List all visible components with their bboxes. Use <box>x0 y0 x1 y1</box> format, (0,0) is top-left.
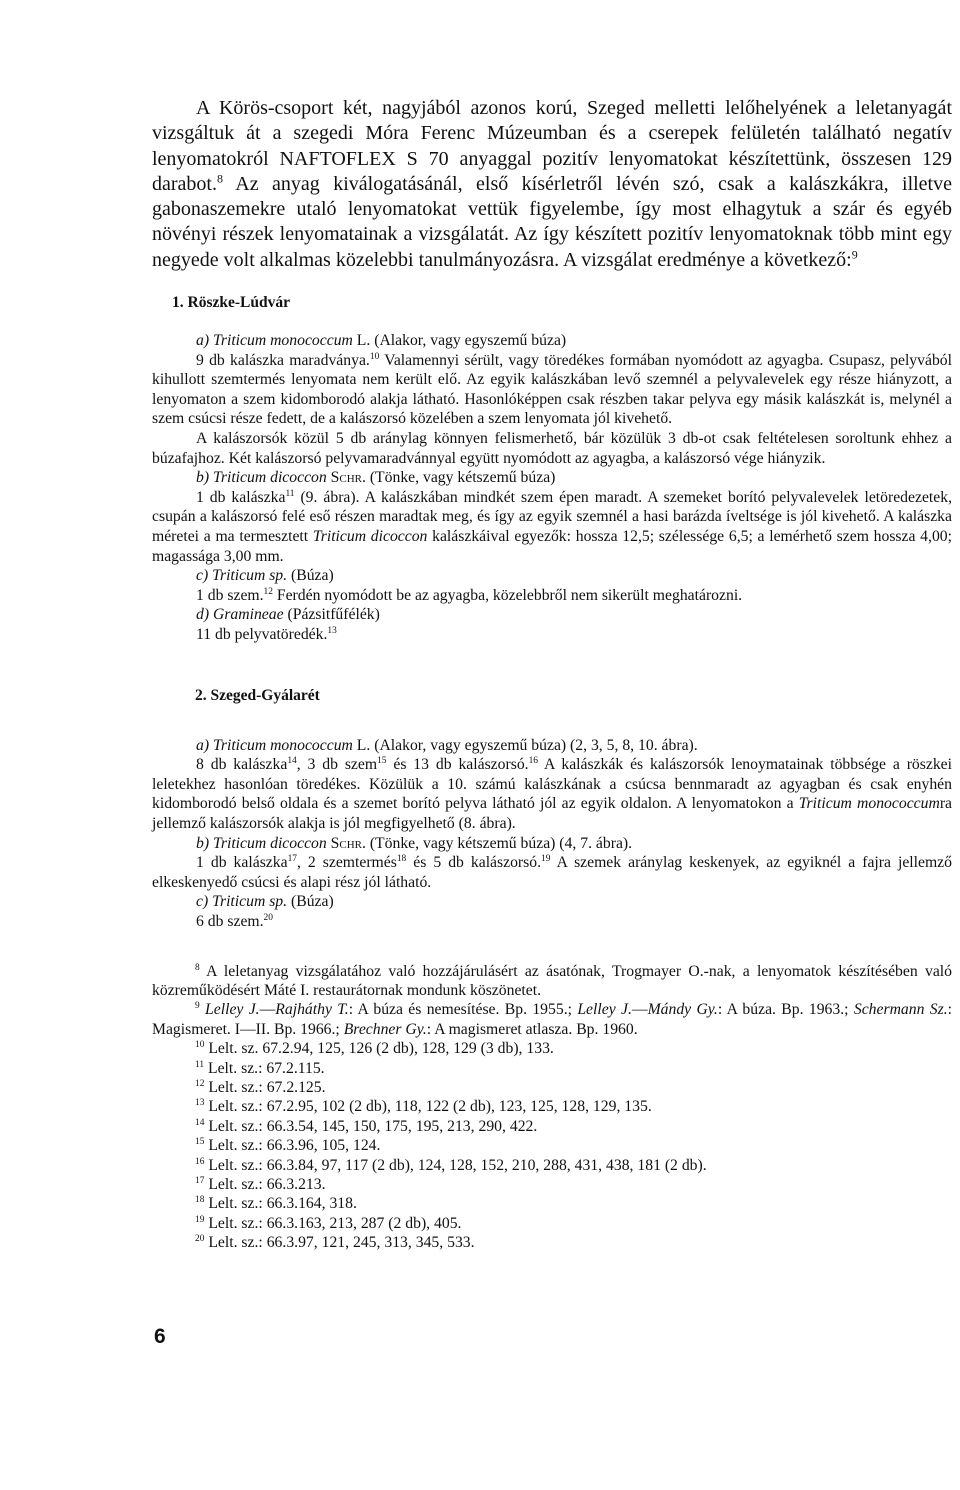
footnote-number: 16 <box>195 1156 205 1167</box>
footnote-text: Lelt. sz.: 66.3.163, 213, 287 (2 db), 405. <box>204 1214 462 1232</box>
footnote-number: 18 <box>195 1195 205 1206</box>
s1-c-heading: c) Triticum sp. (Búza) <box>196 567 334 585</box>
footnote-9: $^9$ Lelley J.—Rajháthy T.: A búza és nemesítése. Bp. 1955.; Lelley J.—Mándy Gy.: A búza. Bp. 1963.; Schermann Sz.: Magismeret. I—II. Bp. 1966.; Brechner Gy.: A magismeret atlasza. Bp. 1960. <box>152 1001 952 1038</box>
footnote-ref-8[interactable]: 8 <box>216 171 223 186</box>
footnote-12 <box>152 1078 952 1097</box>
footnote-16 <box>152 1156 952 1175</box>
footnote-11 <box>152 1059 952 1078</box>
footnote-ref-17[interactable]: 17 <box>287 853 297 864</box>
footnote-text: Lelt. sz.: 67.2.95, 102 (2 db), 118, 122 (2 db), 123, 125, 128, 129, 135. <box>204 1098 652 1116</box>
s1-a-heading: a) Triticum monococcum L. (Alakor, vagy egyszemű búza) <box>196 332 567 350</box>
footnote-text: Lelt. sz.: 66.3.164, 318. <box>204 1195 357 1213</box>
footnote-number: 15 <box>195 1136 205 1147</box>
s1-d-paragraph: 11 db pelyvatöredék.$^{13}$ <box>196 625 337 643</box>
footnote-number: 11 <box>195 1059 205 1070</box>
footnote-17 <box>152 1175 952 1194</box>
footnote-ref-15[interactable]: 15 <box>377 755 387 766</box>
footnote-ref-11[interactable]: 11 <box>285 488 295 499</box>
page-number: 6 <box>154 1325 166 1348</box>
taxon-name: Triticum dicoccon <box>213 834 327 852</box>
footnotes <box>152 962 952 1253</box>
footnote-text: Lelt. sz.: 67.2.125. <box>204 1078 326 1096</box>
footnote-text: Lelt. sz.: 66.3.96, 105, 124. <box>204 1137 381 1155</box>
footnote-ref-18[interactable]: 18 <box>396 853 407 864</box>
footnote-number: 8 <box>195 962 200 973</box>
footnote-text: Lelt. sz. 67.2.94, 125, 126 (2 db), 128, 129 (3 db), 133. <box>204 1040 554 1058</box>
author-name: Lelley J. <box>577 1001 632 1019</box>
footnote-19 <box>152 1214 952 1233</box>
s1-c-paragraph: 1 db szem.$^{12}$ Ferdén nyomódott be az agyagba, közelebbről nem sikerült meghatározni. <box>196 586 743 604</box>
reference-list <box>152 1039 952 1252</box>
footnote-number: 13 <box>195 1098 205 1109</box>
s1-b-paragraph: 1 db kalászka$^{11}$ (9. ábra). A kalászkában mindkét szem épen maradt. A szemeket borító pelyvalevelek letöredezetek, csupán a kalászorsó felé eső részen maradtak meg, és így az egyik szemnél a hasi barázda íveltsége is jól kivehető. A kalászka méretei a ma termesztett Triticum dicoccon kalászkáival egyezők: hossza 12,5; szélessége 6,5; a lemérhető szem hossza 4,00; magassága 3,00 mm. <box>152 488 952 565</box>
s2-a-heading: a) Triticum monococcum L. (Alakor, vagy egyszemű búza) (2, 3, 5, 8, 10. ábra). <box>196 736 698 754</box>
section-2-body <box>152 736 952 932</box>
footnote-number: 19 <box>195 1214 205 1225</box>
taxon-author: Schr. <box>330 834 366 852</box>
author-name: Rajháthy T. <box>275 1001 349 1019</box>
s2-b-heading: b) Triticum dicoccon Schr. (Tönke, vagy kétszemű búza) (4, 7. ábra). <box>196 834 633 852</box>
footnote-ref-14[interactable]: 14 <box>287 755 297 766</box>
footnote-number: 14 <box>195 1117 205 1128</box>
author-name: Brechner Gy. <box>343 1020 427 1038</box>
footnote-number: 10 <box>195 1039 205 1050</box>
footnote-ref-13[interactable]: 13 <box>327 625 337 636</box>
footnote-text: Lelt. sz.: 67.2.115. <box>204 1059 325 1077</box>
footnote-number: 9 <box>195 1001 200 1012</box>
page-content <box>152 96 952 1253</box>
footnote-ref-10[interactable]: 10 <box>369 351 380 362</box>
footnote-ref-9[interactable]: 9 <box>851 247 858 262</box>
footnote-13 <box>152 1097 952 1116</box>
section-2-title: 2. Szeged-Gyálarét <box>195 686 320 704</box>
footnote-ref-20[interactable]: 20 <box>263 912 273 923</box>
s2-c-paragraph: 6 db szem.$^{20}$ <box>196 912 273 930</box>
s1-a-paragraph-2: A kalászorsók közül 5 db aránylag könnyen felismerhető, bár közülük 3 db-ot csak feltételesen soroltunk ehhez a búzafajhoz. Két kalászorsó pelyvamaradvánnyal együtt nyomódott az agyagba, a kalászorsó vége hiányzik. <box>152 430 952 467</box>
author-name: Lelley J. <box>205 1001 260 1019</box>
s2-a-paragraph: 8 db kalászka$^{14}$, 3 db szem$^{15}$ és 13 db kalászorsó.$^{16}$ A kalászkák és kalászorsók lenoymatainak többsége a röszkei leletekhez hasonlóan töredékes. Közülük a 10. számú kalászkának a csúcsa bennmaradt az agyagban és csak enyhén kidomborodó belső oldala és a szemet borító pelyva látható jól az egyik oldalon. A lenyomatokon a Triticum monococcumra jellemző kalászorsók alakja is jól megfigyelhető (8. ábra). <box>152 755 953 832</box>
footnote-ref-16[interactable]: 16 <box>528 755 538 766</box>
taxon-name: Gramineae <box>213 606 284 624</box>
footnote-number: 20 <box>195 1233 205 1244</box>
footnote-number: 17 <box>195 1175 205 1186</box>
taxon-name: Triticum dicoccon <box>213 469 327 487</box>
footnote-ref-19[interactable]: 19 <box>541 853 551 864</box>
footnote-18 <box>152 1194 952 1213</box>
footnote-10 <box>152 1039 952 1058</box>
footnote-14 <box>152 1117 952 1136</box>
footnote-8: $^8$ A leletanyag vizsgálatához való hozzájárulásért az ásatónak, Trogmayer O.-nak, a lenyomatok készítésében való közreműködésért Máté I. restaurátornak mondunk köszönetet. <box>152 962 952 999</box>
taxon-name: Triticum monococcum <box>798 795 940 813</box>
footnote-text: Lelt. sz.: 66.3.84, 97, 117 (2 db), 124, 128, 152, 210, 288, 431, 438, 181 (2 db). <box>204 1156 707 1174</box>
taxon-name: Triticum sp. <box>212 893 288 911</box>
footnote-text: Lelt. sz.: 66.3.54, 145, 150, 175, 195, 213, 290, 422. <box>204 1117 538 1135</box>
taxon-name: Triticum sp. <box>212 567 288 585</box>
author-name: Mándy Gy. <box>647 1001 718 1019</box>
s2-c-heading: c) Triticum sp. (Búza) <box>196 893 334 911</box>
taxon-name: Triticum dicoccon <box>312 528 428 546</box>
intro-text-1: A Körös-csoport két, nagyjából azonos korú, Szeged melletti lelőhelyének a leletanyagát vizsgáltuk át a szegedi Móra Ferenc Múzeumban és a cserepek felületén található negatív lenyomatokról NAFTOFLEX S 70 anyaggal pozitív lenyomatokat készítettünk, összesen 129 darabot. <box>152 97 952 195</box>
section-1-body <box>152 331 952 645</box>
s1-a-paragraph-1: 9 db kalászka maradványa.$^{10}$ Valamennyi sérült, vagy töredékes formában nyomódott az agyagba. Csupasz, pelyvából kihullott szemtermés lenyomata nem került elő. Az egyik kalászkában levő szemnél a pelyvalevelek egy része hiányzott, a lenyomaton a szem kidomborodó alakja látható. Hasonlóképpen csak részben takar pelyva egy másik kalászkát is, melynél a szem csúcsi része fedett, de a kalászorsó közelében a szem lenyomata jól kivehető. <box>152 351 953 428</box>
footnote-15 <box>152 1136 952 1155</box>
intro-text-2: Az anyag kiválogatásánál, első kísérletről lévén szó, csak a kalászkákra, illetve gabonaszemekre utaló lenyomatokat vettük figyelembe, így most elhagytuk a szár és egyéb növényi részek lenyomatainak a vizsgálatát. Az így készített pozitív lenyomatoknak több mint egy negyede volt alkalmas közelebbi tanulmányozásra. A vizsgálat eredménye a következő: <box>152 172 952 271</box>
section-1-title: 1. Röszke-Lúdvár <box>172 294 290 312</box>
taxon-name: Triticum monococcum <box>213 736 353 754</box>
footnote-text: Lelt. sz.: 66.3.97, 121, 245, 313, 345, 533. <box>204 1234 475 1252</box>
s1-d-heading: d) Gramineae (Pázsitfűfélék) <box>196 606 380 624</box>
taxon-name: Triticum monococcum <box>213 332 353 350</box>
footnote-number: 12 <box>195 1078 205 1089</box>
footnote-text: Lelt. sz.: 66.3.213. <box>204 1175 326 1193</box>
author-name: Schermann Sz. <box>853 1001 948 1019</box>
s1-b-heading: b) Triticum dicoccon Schr. (Tönke, vagy kétszemű búza) <box>196 469 556 487</box>
taxon-author: Schr. <box>330 469 366 487</box>
footnote-ref-12[interactable]: 12 <box>263 586 273 597</box>
footnote-20 <box>152 1233 952 1252</box>
s2-b-paragraph: 1 db kalászka$^{17}$, 2 szemtermés$^{18}$ és 5 db kalászorsó.$^{19}$ A szemek aránylag keskenyek, az egyiknél a fajra jellemző elkeskenyedő csúcsi és alapi rész jól látható. <box>152 853 952 891</box>
intro-paragraph <box>152 96 952 273</box>
